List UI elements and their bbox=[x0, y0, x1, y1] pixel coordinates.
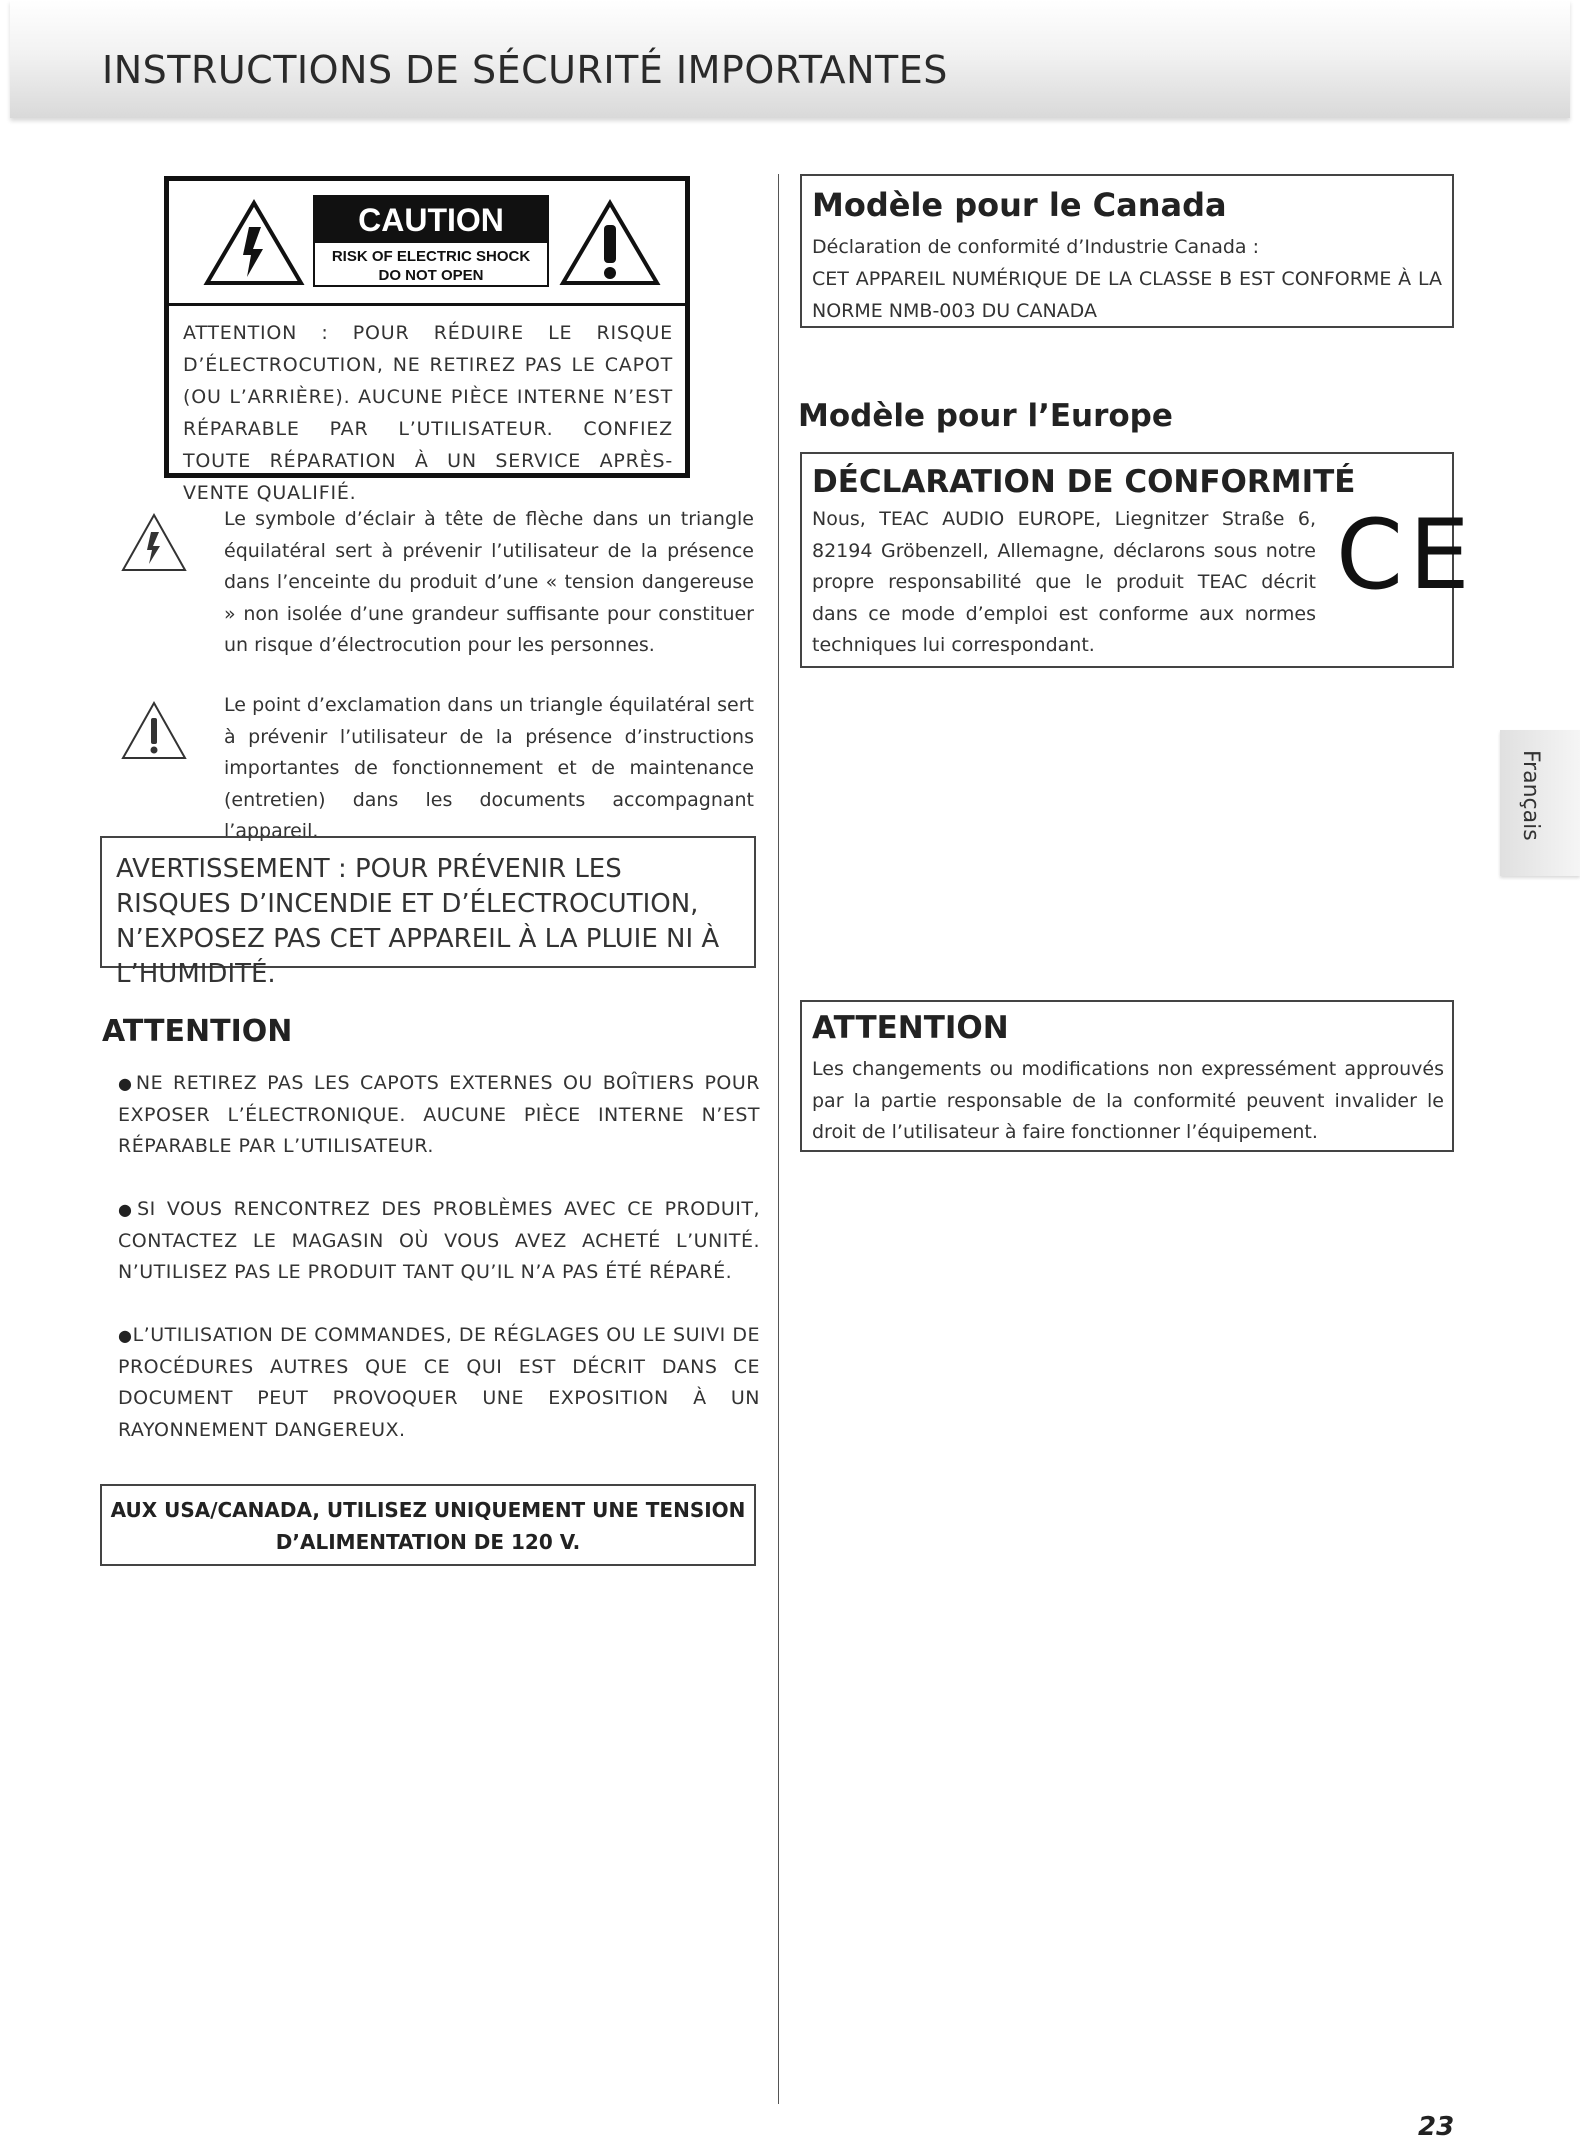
page-header bbox=[10, 0, 1570, 118]
canada-model-box bbox=[800, 174, 1454, 328]
lightning-triangle-icon bbox=[203, 199, 305, 287]
caution-label-line2: DO NOT OPEN bbox=[378, 267, 484, 284]
declaration-conformity-box bbox=[800, 452, 1476, 668]
caution-box bbox=[164, 176, 690, 504]
warning-text: AVERTISSEMENT : POUR PRÉVENIR LES RISQUES D’INCENDIE ET D’ÉLECTROCUTION, N’EXPOSEZ PAS CET APPAREIL À LA PLUIE NI À L’HUMIDITÉ. bbox=[116, 854, 720, 989]
exclamation-triangle-icon bbox=[120, 700, 188, 762]
exclamation-triangle-icon bbox=[559, 199, 661, 287]
column-divider bbox=[778, 174, 779, 2104]
attention-bullet-3 bbox=[118, 1320, 760, 1446]
caution-label bbox=[313, 195, 549, 287]
language-tab-label: Français bbox=[1518, 750, 1543, 841]
canada-conformity-text: CET APPAREIL NUMÉRIQUE DE LA CLASSE B EST CONFORME À LA NORME NMB-003 DU CANADA bbox=[812, 268, 1442, 322]
language-tab[interactable] bbox=[1500, 730, 1580, 876]
exclamation-symbol-text: Le point d’exclamation dans un triangle équilatéral sert à prévenir l’utilisateur de la présence d’instructions importantes de fonctionnement et de maintenance (entretien) dans les documents accompagnant l’appareil. bbox=[224, 694, 754, 842]
lightning-symbol-text: Le symbole d’éclair à tête de flèche dans un triangle équilatéral sert à prévenir l’utilisateur de la présence dans l’enceinte du produit d’une « tension dangereuse » non isolée d’une grandeur suffisante pour constituer un risque d’électrocution pour les personnes. bbox=[224, 508, 754, 656]
attention-heading-right: ATTENTION bbox=[812, 1010, 1009, 1046]
canada-model-title: Modèle pour le Canada bbox=[812, 186, 1227, 224]
caution-label-title: CAUTION bbox=[315, 197, 547, 243]
caution-label-line1: RISK OF ELECTRIC SHOCK bbox=[331, 248, 531, 265]
usa-canada-line1: AUX USA/CANADA, UTILISEZ UNIQUEMENT UNE TENSION bbox=[110, 1498, 746, 1522]
lightning-triangle-icon bbox=[120, 512, 188, 574]
usa-canada-line2: D’ALIMENTATION DE 120 V. bbox=[275, 1530, 581, 1554]
bullet-dot: ● bbox=[118, 1074, 136, 1093]
bullet-text: L’UTILISATION DE COMMANDES, DE RÉGLAGES OU LE SUIVI DE PROCÉDURES AUTRES QUE CE QUI EST DÉCRIT DANS CE DOCUMENT PEUT PROVOQUER UNE EXPOSITION À UN RAYONNEMENT DANGEREUX. bbox=[118, 1324, 760, 1441]
bullet-text: NE RETIREZ PAS LES CAPOTS EXTERNES OU BOÎTIERS POUR EXPOSER L’ÉLECTRONIQUE. AUCUNE PIÈCE INTERNE N’EST RÉPARABLE PAR L’UTILISATEUR. bbox=[118, 1072, 760, 1157]
ce-mark: CE bbox=[1336, 499, 1476, 611]
attention-heading-left: ATTENTION bbox=[102, 1014, 293, 1049]
page-title: INSTRUCTIONS DE SÉCURITÉ IMPORTANTES bbox=[102, 48, 948, 92]
bullet-dot: ● bbox=[118, 1326, 133, 1345]
declaration-text: Nous, TEAC AUDIO EUROPE, Liegnitzer Straße 6, 82194 Gröbenzell, Allemagne, déclarons sous notre propre responsabilité que le produit TEAC décrit dans ce mode d’emploi est conforme aux normes techniques lui correspondant. bbox=[812, 508, 1316, 656]
canada-declaration-line: Déclaration de conformité d’Industrie Canada : bbox=[812, 236, 1259, 258]
caution-text: ATTENTION : POUR RÉDUIRE LE RISQUE D’ÉLECTROCUTION, NE RETIREZ PAS LE CAPOT (OU L’ARRIÈRE). AUCUNE PIÈCE INTERNE N’EST RÉPARABLE PAR L’UTILISATEUR. CONFIEZ TOUTE RÉPARATION À UN SERVICE APRÈS-VENTE QUALIFIÉ. bbox=[183, 322, 673, 504]
attention-bullet-1 bbox=[118, 1068, 760, 1163]
bullet-text: SI VOUS RENCONTREZ DES PROBLÈMES AVEC CE PRODUIT, CONTACTEZ LE MAGASIN OÙ VOUS AVEZ ACHETÉ L’UNITÉ. N’UTILISEZ PAS LE PRODUIT TANT QU’IL N’A PAS ÉTÉ RÉPARÉ. bbox=[118, 1198, 761, 1283]
caution-label-row bbox=[169, 181, 685, 306]
attention-bullet-2 bbox=[118, 1194, 760, 1289]
europe-model-title: Modèle pour l’Europe bbox=[798, 398, 1173, 434]
bullet-dot: ● bbox=[118, 1200, 138, 1219]
declaration-title: DÉCLARATION DE CONFORMITÉ bbox=[812, 464, 1356, 500]
attention-box-right bbox=[800, 1000, 1454, 1152]
attention-right-text: Les changements ou modifications non expressément approuvés par la partie responsable de la conformité peuvent invalider le droit de l’utilisateur à faire fonctionner l’équipement. bbox=[812, 1058, 1444, 1143]
page-number: 23 bbox=[1418, 2112, 1455, 2142]
usa-canada-voltage-box bbox=[100, 1484, 756, 1566]
warning-box bbox=[100, 836, 756, 989]
